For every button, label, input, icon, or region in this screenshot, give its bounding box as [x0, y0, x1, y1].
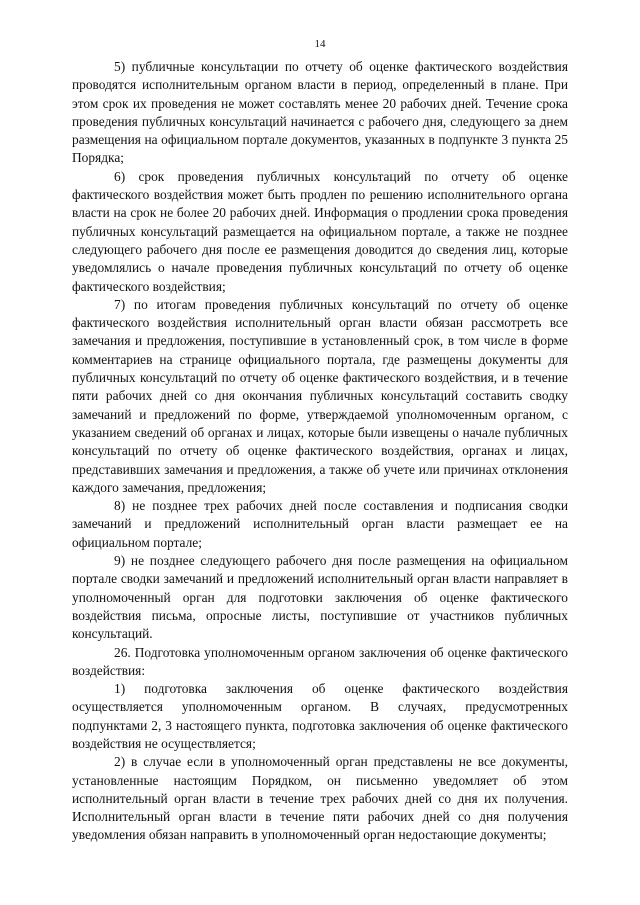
paragraph-26-item-2: 2) в случае если в уполномоченный орган представлены не все документы, установленные настоящим Порядком, он письменно уведомляет об этом исполнительный орган власти в течение трех рабочих дней со дня их получения. Исполнительный орган власти в течение пяти рабочих дней со дня получения уведомления обязан направить в уполномоченный орган недостающие документы;	[72, 754, 568, 843]
paragraph-item-5: 5) публичные консультации по отчету об оценке фактического воздействия проводятся исполнительным органом власти в период, определенный в плане. При этом срок их проведения не может составлять менее 20 рабочих дней. Течение срока проведения публичных консультаций начинается с рабочего дня, следующего за днем размещения на официальном портале документов, указанных в подпункте 3 пункта 25 Порядка;	[72, 59, 568, 166]
paragraph-26-item-1: 1) подготовка заключения об оценке фактического воздействия осуществляется уполномоченным органом. В случаях, предусмотренных подпунктами 2, 3 настоящего пункта, подготовка заключения об оценке фактического воздействия не осуществляется;	[72, 681, 568, 751]
paragraph-item-9: 9) не позднее следующего рабочего дня после размещения на официальном портале сводки замечаний и предложений исполнительный орган власти направляет в уполномоченный орган для подготовки заключения об оценке фактического воздействия письма, опросные листы, поступившие от участников публичных консультаций.	[72, 553, 568, 642]
paragraph-item-7: 7) по итогам проведения публичных консультаций по отчету об оценке фактического воздействия исполнительный орган власти обязан рассмотреть все замечания и предложения, поступившие в установленный срок, в том числе в форме комментариев на странице официального портала, где размещены документы для публичных консультаций по отчету об оценке фактического воздействия, и в течение пяти рабочих дней со дня окончания публичных консультаций составить сводку замечаний и предложений по форме, утверждаемой уполномоченным органом, с указанием сведений об органах и лицах, которые были извещены о начале публичных консультаций по отчету об оценке фактического воздействия, органах и лицах, представивших замечания и предложения, а также об учете или причинах отклонения каждого замечания, предложения;	[72, 296, 568, 495]
paragraph-item-8: 8) не позднее трех рабочих дней после составления и подписания сводки замечаний и предложений исполнительный орган власти размещает ее на официальном портале;	[72, 498, 568, 550]
paragraph-item-6: 6) срок проведения публичных консультаций по отчету об оценке фактического воздействия может быть продлен по решению исполнительного органа власти на срок не более 20 рабочих дней. Информация о продлении срока проведения публичных консультаций размещается на официальном портале, а также не позднее следующего рабочего дня после ее размещения доводится до сведения лиц, которые уведомлялись о начале проведения публичных консультаций по отчету об оценке фактического воздействия;	[72, 168, 568, 294]
document-body	[72, 58, 568, 845]
section-26-heading: 26. Подготовка уполномоченным органом заключения об оценке фактического воздействия:	[72, 644, 568, 678]
page-number: 14	[314, 38, 326, 50]
